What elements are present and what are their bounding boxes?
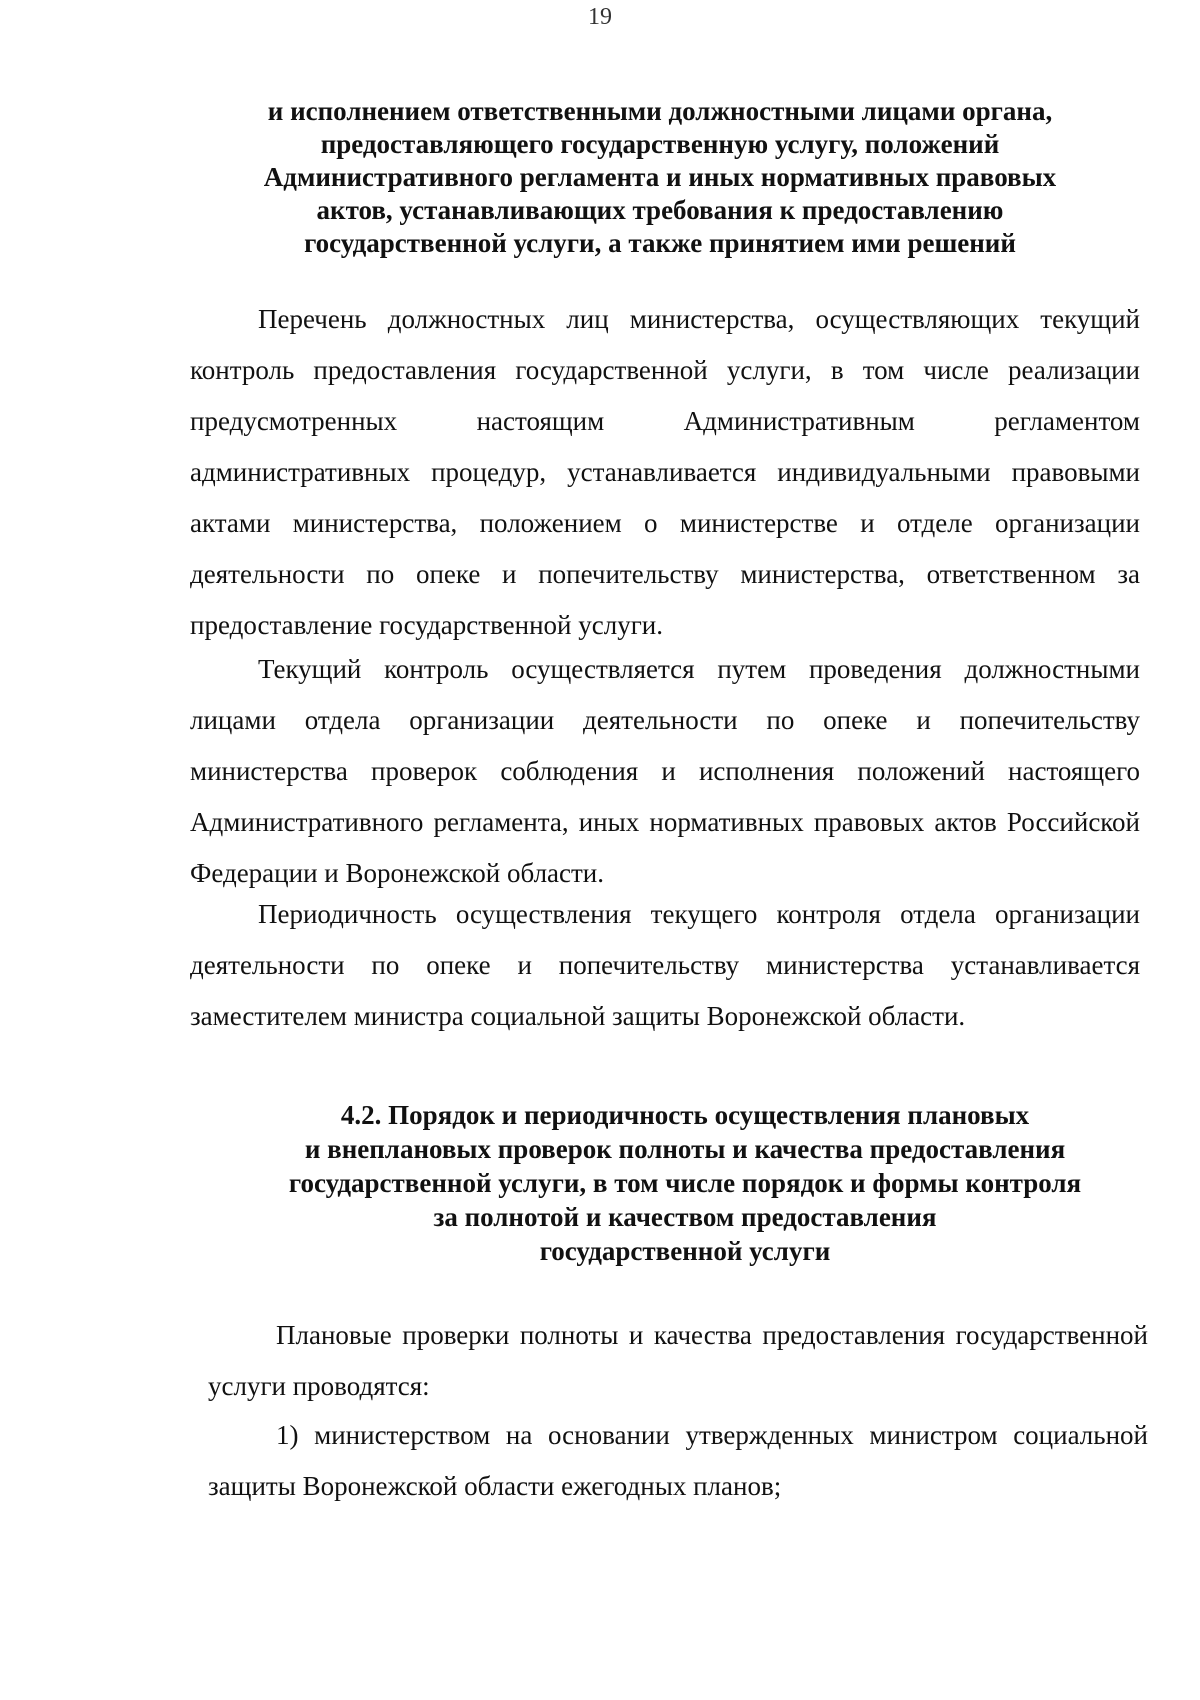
paragraph-current-control: Текущий контроль осуществляется путем проведения должностными лицами отдела организации деятельности по опеке и попечительству министерства проверок соблюдения и исполнения положений настоящего Административного регламента, иных нормативных правовых актов Российской Федерации и Воронежской области. [190,654,1140,888]
heading-line: за полнотой и качеством предоставления [433,1202,937,1232]
heading-line: 4.2. Порядок и периодичность осуществления плановых [340,1100,1030,1130]
heading-line: государственной услуги, а также принятием ими решений [304,228,1016,258]
paragraph-planned-checks: Плановые проверки полноты и качества предоставления государственной услуги проводятся: [208,1320,1148,1401]
paragraph-control-periodicity: Периодичность осуществления текущего контроля отдела организации деятельности по опеке и попечительству министерства устанавливается заместителем министра социальной защиты Воронежской области. [190,899,1140,1031]
page-number: 19 [588,4,612,30]
heading-line: предоставляющего государственную услугу, положений [320,129,1000,159]
heading-line: Административного регламента и иных нормативных правовых [263,162,1057,192]
heading-line: актов, устанавливающих требования к предоставлению [316,195,1004,225]
heading-line: и исполнением ответственными должностными лицами органа, [267,96,1053,126]
heading-line: государственной услуги [539,1236,831,1266]
paragraph-officials-list: Перечень должностных лиц министерства, осуществляющих текущий контроль предоставления государственной услуги, в том числе реализации предусмотренных настоящим Административным регламентом административных процедур, устанавливается индивидуальными правовыми актами министерства, положением о министерстве и отделе организации деятельности по опеке и попечительству министерства, ответственном за предоставление государственной услуги. [190,304,1140,640]
section-heading [200,95,1120,260]
list-item-1: 1) министерством на основании утвержденных министром социальной защиты Воронежской области ежегодных планов; [208,1420,1148,1501]
section-heading-4-2 [250,1098,1120,1268]
heading-line: государственной услуги, в том числе порядок и формы контроля [288,1168,1082,1198]
heading-line: и внеплановых проверок полноты и качества предоставления [304,1134,1066,1164]
